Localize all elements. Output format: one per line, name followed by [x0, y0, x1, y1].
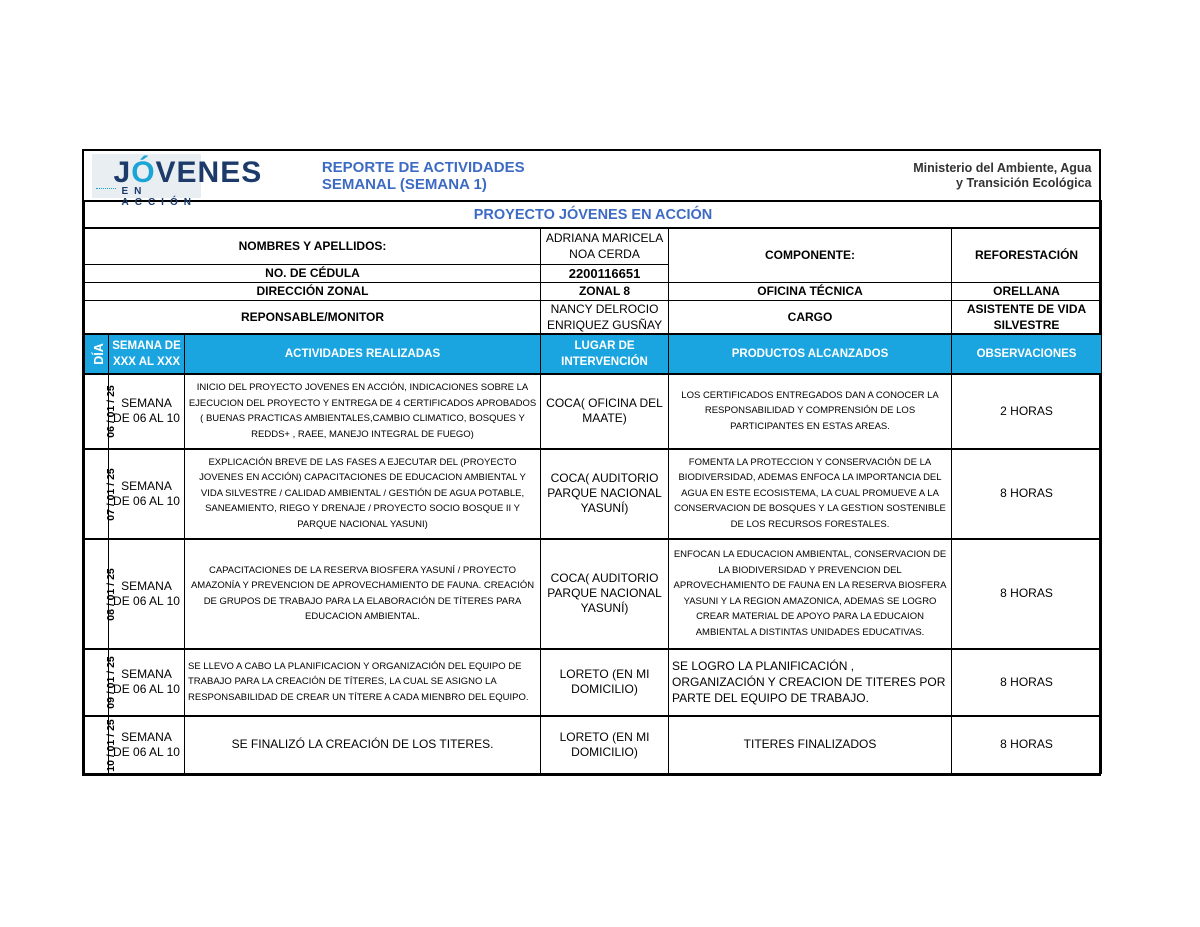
row-productos: SE LOGRO LA PLANIFICACIÓN , ORGANIZACIÓN Y CREACION DE TITERES POR PARTE DEL EQUIPO DE TRABAJO. — [669, 649, 952, 716]
direccion-value: ZONAL 8 — [541, 282, 669, 300]
responsable-value: NANCY DELROCIO ENRIQUEZ GUSÑAY — [541, 300, 669, 334]
row-date: 08 / 01 / 25 — [85, 539, 109, 649]
activity-report-sheet — [82, 149, 1101, 776]
row-observaciones: 8 HORAS — [952, 539, 1102, 649]
table-row — [85, 374, 1102, 449]
row-actividades: EXPLICACIÓN BREVE DE LAS FASES A EJECUTAR DEL (PROYECTO JOVENES EN ACCIÓN) CAPACITACIONES DE EDUCACION AMBIENTAL Y VIDA SILVESTRE / CALIDAD AMBIENTAL / GESTIÓN DE AGUA POTABLE, SANEAMIENTO, RIEGO Y DRENAJE / PROYECTO SOCIO BOSQUE II Y PARQUE NACIONAL YASUNI) — [185, 449, 541, 539]
activities-table-header — [85, 334, 1102, 374]
direccion-label: DIRECCIÓN ZONAL — [85, 282, 541, 300]
nombres-label: NOMBRES Y APELLIDOS: — [85, 228, 541, 264]
cargo-value: ASISTENTE DE VIDA SILVESTRE — [952, 300, 1102, 334]
row-lugar: LORETO (EN MI DOMICILIO) — [541, 716, 669, 774]
row-productos: FOMENTA LA PROTECCION Y CONSERVACIÓN DE LA BIODIVERSIDAD, ADEMAS ENFOCA LA IMPORTANCIA DEL AGUA EN ESTE ECOSISTEMA, LA CUAL PROMUEVE A LA CONSERVACION DE BOSQUES Y LA GESTION SOSTENIBLE DE LOS RECURSOS FORESTALES. — [669, 449, 952, 539]
header-observaciones: OBSERVACIONES — [952, 334, 1102, 374]
cedula-value: 2200116651 — [541, 264, 669, 282]
componente-label: COMPONENTE: — [669, 228, 952, 282]
row-actividades: INICIO DEL PROYECTO JOVENES EN ACCIÓN, INDICACIONES SOBRE LA EJECUCION DEL PROYECTO Y ENTREGA DE 4 CERTIFICADOS APROBADOS ( BUENAS PRACTICAS AMBIENTALES,CAMBIO CLIMATICO, BOSQUES Y REDDS+ , RAEE, MANEJO INTEGRAL DE FUEGO) — [185, 374, 541, 449]
row-semana: SEMANA DE 06 AL 10 — [109, 374, 185, 449]
row-productos: LOS CERTIFICADOS ENTREGADOS DAN A CONOCER LA RESPONSABILIDAD Y COMPRENSIÓN DE LOS PARTICIPANTES EN ESTAS AREAS. — [669, 374, 952, 449]
row-lugar: LORETO (EN MI DOMICILIO) — [541, 649, 669, 716]
ministry-logo: Ministerio del Ambiente, Agua y Transición Ecológica — [952, 151, 1102, 201]
row-semana: SEMANA DE 06 AL 10 — [109, 716, 185, 774]
row-date: 09 / 01 / 25 — [85, 649, 109, 716]
row-observaciones: 8 HORAS — [952, 716, 1102, 774]
report-title: REPORTE DE ACTIVIDADES SEMANAL (SEMANA 1) — [321, 158, 525, 193]
header-semana: SEMANA DE XXX AL XXX — [109, 334, 185, 374]
row-lugar: COCA( AUDITORIO PARQUE NACIONAL YASUNÍ) — [541, 539, 669, 649]
header-lugar: LUGAR DE INTERVENCIÓN — [541, 334, 669, 374]
header-dia: DÍA — [85, 334, 109, 374]
componente-value: REFORESTACIÓN — [952, 228, 1102, 282]
responsable-label: REPONSABLE/MONITOR — [85, 300, 541, 334]
cedula-label: NO. DE CÉDULA — [85, 264, 541, 282]
cargo-label: CARGO — [669, 300, 952, 334]
header-productos: PRODUCTOS ALCANZADOS — [669, 334, 952, 374]
row-observaciones: 8 HORAS — [952, 649, 1102, 716]
row-semana: SEMANA DE 06 AL 10 — [109, 539, 185, 649]
table-row — [85, 716, 1102, 774]
oficina-label: OFICINA TÉCNICA — [669, 282, 952, 300]
oficina-value: ORELLANA — [952, 282, 1102, 300]
table-row — [85, 539, 1102, 649]
row-productos: TITERES FINALIZADOS — [669, 716, 952, 774]
header-actividades: ACTIVIDADES REALIZADAS — [185, 334, 541, 374]
row-observaciones: 8 HORAS — [952, 449, 1102, 539]
row-semana: SEMANA DE 06 AL 10 — [109, 649, 185, 716]
report-table — [84, 151, 1102, 774]
row-actividades: SE FINALIZÓ LA CREACIÓN DE LOS TITERES. — [185, 716, 541, 774]
row-date: 06 / 01 / 25 — [85, 374, 109, 449]
row-date: 10 / 01 / 25 — [85, 716, 109, 774]
project-title: PROYECTO JÓVENES EN ACCIÓN — [85, 201, 1102, 228]
row-observaciones: 2 HORAS — [952, 374, 1102, 449]
nombres-value: ADRIANA MARICELA NOA CERDA — [541, 228, 669, 264]
row-semana: SEMANA DE 06 AL 10 — [109, 449, 185, 539]
table-row — [85, 649, 1102, 716]
row-date: 07 / 01 / 25 — [85, 449, 109, 539]
row-productos: ENFOCAN LA EDUCACION AMBIENTAL, CONSERVACION DE LA BIODIVERSIDAD Y PREVENCION DEL APROVECHAMIENTO DE FAUNA EN LA RESERVA BIOSFERA YASUNI Y LA REGION AMAZONICA, ADEMAS SE LOGRO CREAR MATERIAL DE APOYO PARA LA EDUCAION AMBIENTAL A DISTINTAS UNIDADES EDUCATIVAS. — [669, 539, 952, 649]
row-lugar: COCA( OFICINA DEL MAATE) — [541, 374, 669, 449]
row-actividades: CAPACITACIONES DE LA RESERVA BIOSFERA YASUNÍ / PROYECTO AMAZONÍA Y PREVENCION DE APROVECHAMIENTO DE FAUNA. CREACIÓN DE GRUPOS DE TRABAJO PARA LA ELABORACIÓN DE TÍTERES PARA EDUCACION AMBIENTAL. — [185, 539, 541, 649]
row-actividades: SE LLEVO A CABO LA PLANIFICACION Y ORGANIZACIÓN DEL EQUIPO DE TRABAJO PARA LA CREACIÓN DE TÍTERES, LA CUAL SE ASIGNO LA RESPONSABILIDAD DE CREAR UN TÍTERE A CADA MIENBRO DEL EQUIPO. — [185, 649, 541, 716]
row-lugar: COCA( AUDITORIO PARQUE NACIONAL YASUNÍ) — [541, 449, 669, 539]
report-header — [85, 151, 1102, 201]
table-row — [85, 449, 1102, 539]
jovenes-logo: JÓVENES EN ACCIÓN — [92, 154, 201, 198]
